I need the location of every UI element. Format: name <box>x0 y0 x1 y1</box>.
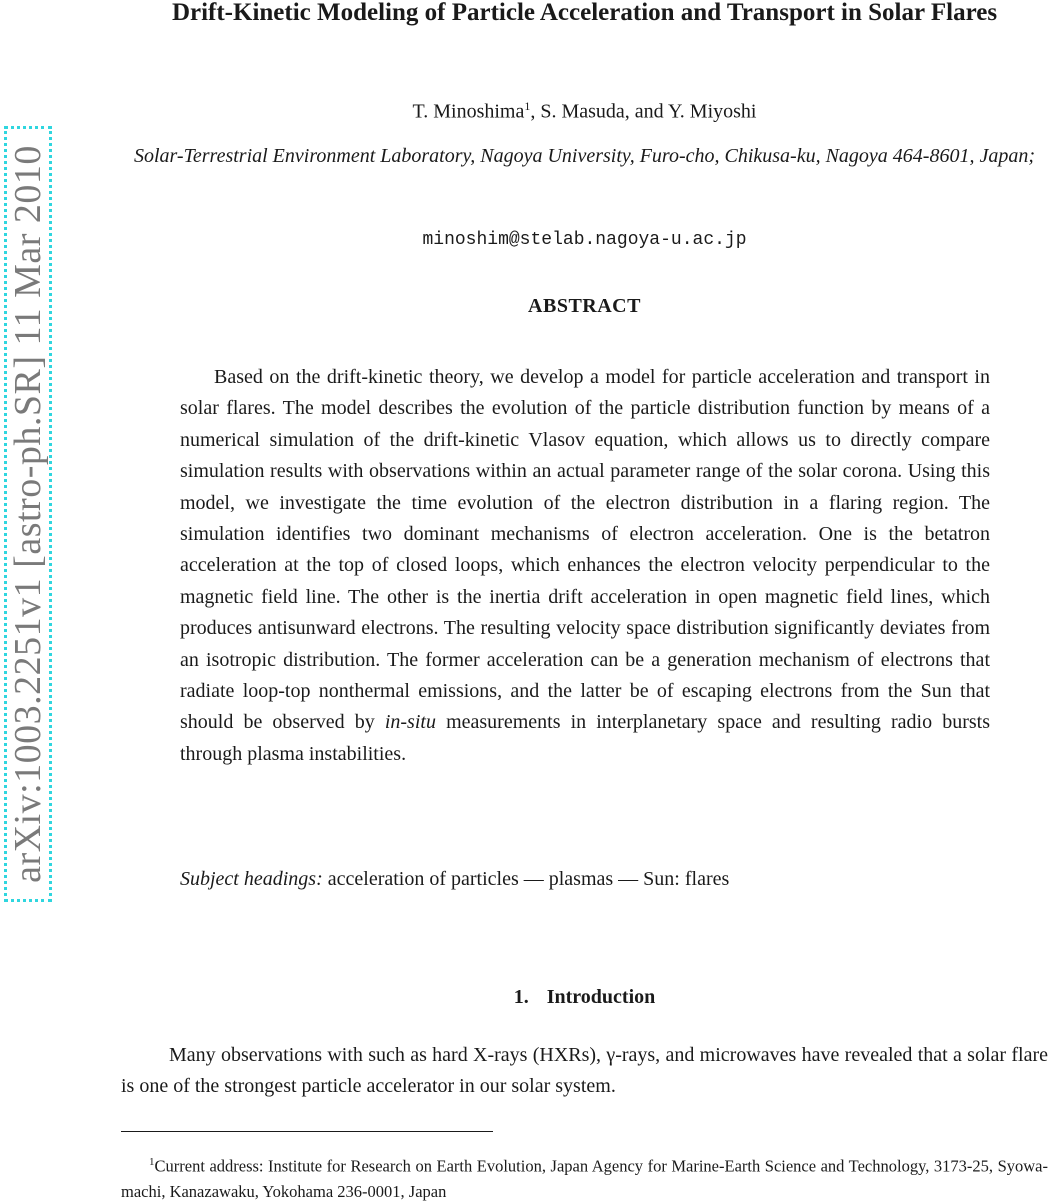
author-list <box>120 92 1049 126</box>
author-email[interactable]: minoshim@stelab.nagoya-u.ac.jp <box>422 230 747 250</box>
paper-title: Drift-Kinetic Modeling of Particle Acceleration and Transport in Solar Flares <box>171 0 998 26</box>
abstract-text-end: measurements in interplanetary space and resulting radio bursts through plasma instabilities. <box>180 711 990 765</box>
subject-headings-text: acceleration of particles — plasmas — Sun: flares <box>327 868 730 890</box>
author-first: T. Minoshima <box>412 100 525 123</box>
subject-headings-label: Subject headings: <box>180 868 323 890</box>
arxiv-stamp: arXiv:1003.2251v1 [astro-ph.SR] 11 Mar 2010 <box>7 145 49 883</box>
footnote <box>121 1150 1048 1204</box>
affiliation: Solar-Terrestrial Environment Laboratory, Nagoya University, Furo-cho, Chikusa-ku, Nagoya 464-8601, Japan; <box>133 145 1035 167</box>
abstract-heading: ABSTRACT <box>528 295 641 317</box>
section-title: Introduction <box>546 986 656 1008</box>
abstract-italic-term: in-situ <box>384 711 436 734</box>
section-heading-introduction <box>120 983 1049 1011</box>
abstract-text-main: Based on the drift-kinetic theory, we develop a model for particle acceleration and transport in solar flares. The model describes the evolution of the particle distribution function by means of a numerical simulation of the drift-kinetic Vlasov equation, which allows us to directly compare simulation results with observations within an actual parameter range of the solar corona. Using this model, we investigate the time evolution of the electron distribution in a flaring region. The simulation identifies two dominant mechanisms of electron acceleration. One is the betatron acceleration at the top of closed loops, which enhances the electron velocity perpendicular to the magnetic field line. The other is the inertia drift acceleration in open magnetic field lines, which produces antisunward electrons. The resulting velocity space distribution significantly deviates from an isotropic distribution. The former acceleration can be a generation mechanism of electrons that radiate loop-top nonthermal emissions, and the latter be of escaping electrons from the Sun that should be observed by <box>180 366 990 734</box>
footnote-number: 1 <box>149 1156 155 1168</box>
subject-headings <box>180 864 990 894</box>
footnote-rule <box>121 1131 493 1132</box>
author-rest: , S. Masuda, and Y. Miyoshi <box>530 100 757 123</box>
section-number: 1. <box>513 986 529 1008</box>
footnote-marker[interactable]: 1 <box>524 99 531 113</box>
introduction-paragraph: Many observations with such as hard X-rays (HXRs), γ-rays, and microwaves have revealed that a solar flare is one of the strongest particle accelerator in our solar system. <box>121 1044 1048 1097</box>
abstract-body <box>180 362 990 770</box>
footnote-text: Current address: Institute for Research on Earth Evolution, Japan Agency for Marine-Earth Science and Technology, 3173-25, Syowa-machi, Kanazawaku, Yokohama 236-0001, Japan <box>121 1156 1048 1201</box>
